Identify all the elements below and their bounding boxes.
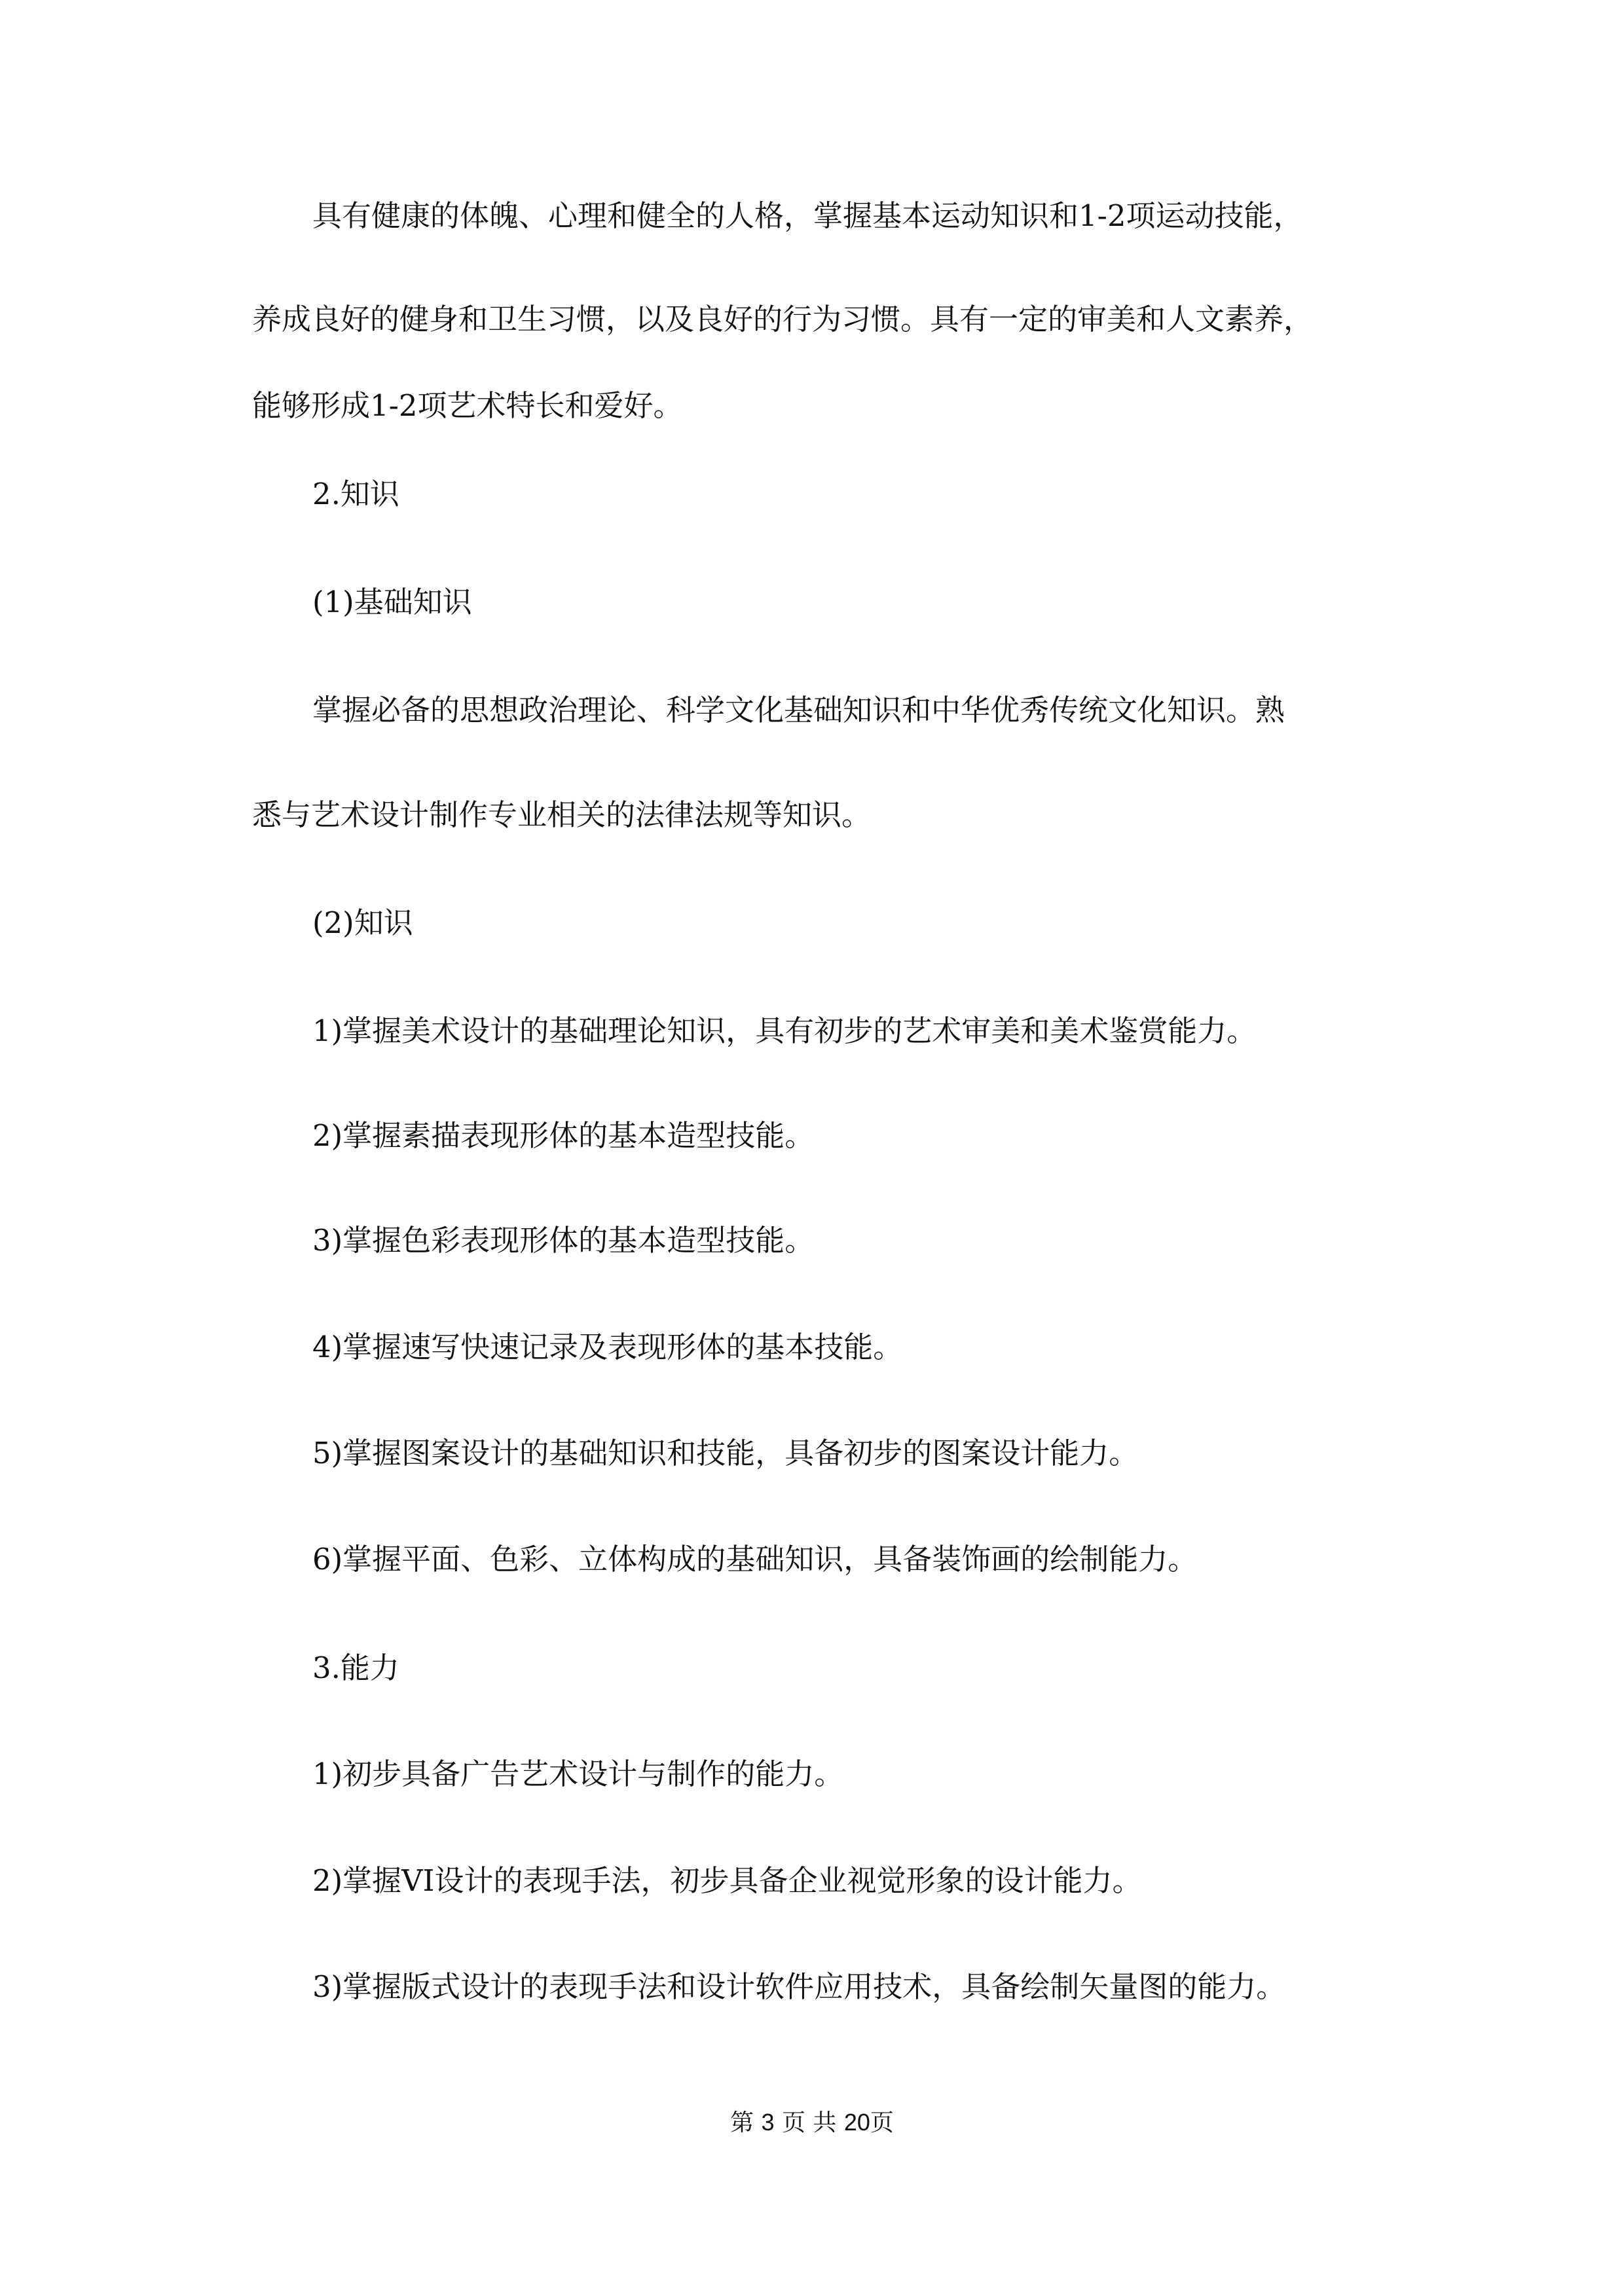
section-heading: 3.能力	[312, 1650, 399, 1685]
page-footer	[0, 2107, 1624, 2139]
footer-middle: 页 共	[774, 2109, 844, 2136]
paragraph-line: 掌握必备的思想政治理论、科学文化基础知识和中华优秀传统文化知识。熟	[312, 693, 1285, 727]
list-item: 3)掌握版式设计的表现手法和设计软件应用技术，具备绘制矢量图的能力。	[312, 1969, 1286, 2004]
subsection-heading: (1)基础知识	[312, 585, 472, 619]
footer-total-pages: 20	[843, 2109, 870, 2136]
footer-prefix: 第	[730, 2109, 762, 2136]
paragraph-line: 悉与艺术设计制作专业相关的法律法规等知识。	[252, 797, 872, 832]
paragraph-line: 能够形成1-2项艺术特长和爱好。	[252, 388, 683, 423]
list-item: 3)掌握色彩表现形体的基本造型技能。	[312, 1223, 815, 1258]
paragraph-line: 养成良好的健身和卫生习惯，以及良好的行为习惯。具有一定的审美和人文素养，	[252, 302, 1314, 337]
list-item: 2)掌握素描表现形体的基本造型技能。	[312, 1118, 815, 1153]
list-item: 4)掌握速写快速记录及表现形体的基本技能。	[312, 1330, 903, 1364]
footer-suffix: 页	[870, 2109, 894, 2136]
section-heading: 2.知识	[312, 477, 399, 511]
list-item: 1)掌握美术设计的基础理论知识，具有初步的艺术审美和美术鉴赏能力。	[312, 1013, 1257, 1048]
subsection-heading: (2)知识	[312, 905, 413, 940]
paragraph-line: 具有健康的体魄、心理和健全的人格，掌握基本运动知识和1-2项运动技能，	[312, 198, 1303, 233]
footer-page-number: 3	[761, 2109, 775, 2136]
list-item: 5)掌握图案设计的基础知识和技能，具备初步的图案设计能力。	[312, 1436, 1139, 1470]
list-item: 6)掌握平面、色彩、立体构成的基础知识，具备装饰画的绘制能力。	[312, 1542, 1198, 1576]
list-item: 2)掌握VI设计的表现手法，初步具备企业视觉形象的设计能力。	[312, 1863, 1142, 1898]
list-item: 1)初步具备广告艺术设计与制作的能力。	[312, 1757, 844, 1791]
